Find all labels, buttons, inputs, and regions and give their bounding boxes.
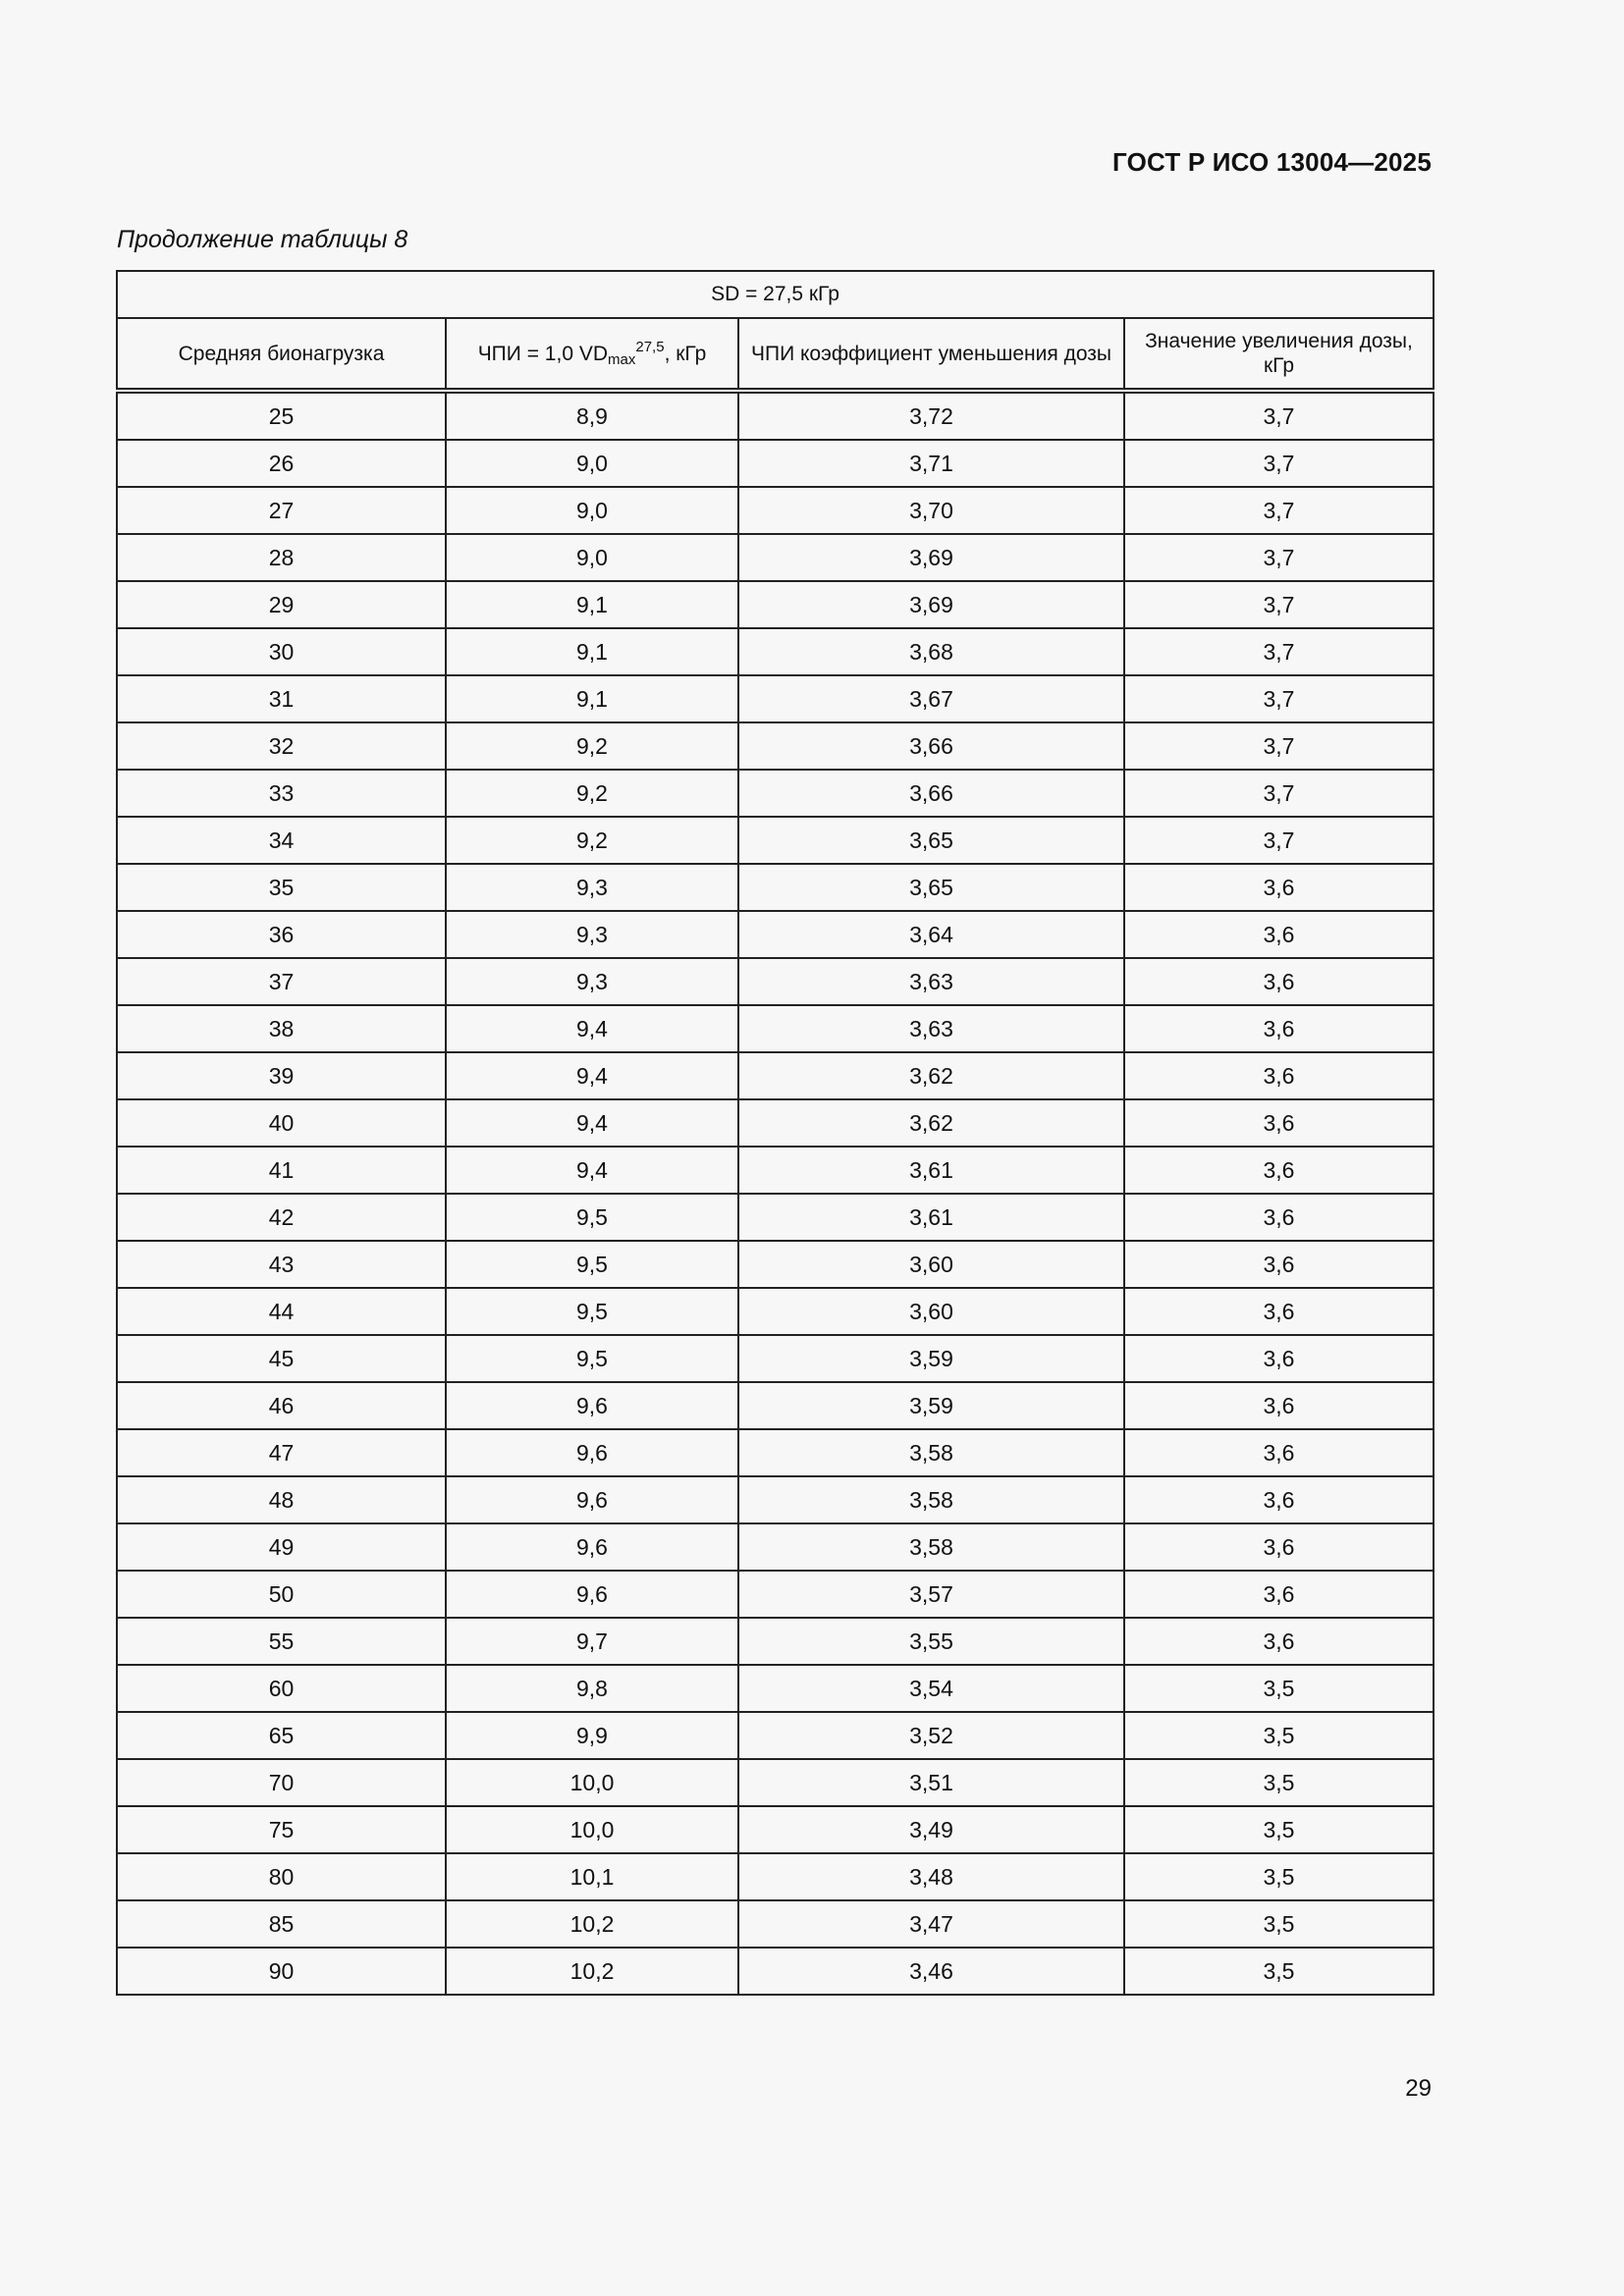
cell-chpi: 9,8 (446, 1665, 738, 1712)
cell-bioburden: 90 (117, 1948, 446, 1995)
cell-chpi: 10,2 (446, 1900, 738, 1948)
cell-chpi: 9,4 (446, 1099, 738, 1147)
cell-dose-increase: 3,5 (1124, 1759, 1434, 1806)
table-row (117, 1900, 1434, 1948)
cell-chpi: 9,3 (446, 911, 738, 958)
cell-chpi: 9,1 (446, 675, 738, 722)
column-header-dose-increase: Значение увеличения дозы, кГр (1124, 318, 1434, 391)
table-row (117, 628, 1434, 675)
cell-reduction-factor: 3,68 (738, 628, 1124, 675)
cell-chpi: 8,9 (446, 391, 738, 440)
cell-reduction-factor: 3,58 (738, 1523, 1124, 1571)
table-row (117, 770, 1434, 817)
cell-reduction-factor: 3,63 (738, 958, 1124, 1005)
table-row (117, 581, 1434, 628)
cell-bioburden: 49 (117, 1523, 446, 1571)
cell-dose-increase: 3,6 (1124, 1241, 1434, 1288)
table-row (117, 1476, 1434, 1523)
table-row (117, 1382, 1434, 1429)
cell-bioburden: 50 (117, 1571, 446, 1618)
cell-reduction-factor: 3,62 (738, 1099, 1124, 1147)
table-row (117, 817, 1434, 864)
cell-bioburden: 32 (117, 722, 446, 770)
cell-reduction-factor: 3,66 (738, 722, 1124, 770)
cell-chpi: 9,5 (446, 1194, 738, 1241)
cell-dose-increase: 3,5 (1124, 1712, 1434, 1759)
cell-dose-increase: 3,6 (1124, 1476, 1434, 1523)
cell-bioburden: 39 (117, 1052, 446, 1099)
cell-dose-increase: 3,7 (1124, 440, 1434, 487)
cell-bioburden: 37 (117, 958, 446, 1005)
table-caption: Продолжение таблицы 8 (117, 226, 408, 253)
cell-bioburden: 43 (117, 1241, 446, 1288)
data-table (116, 270, 1435, 1996)
column-header-reduction-factor: ЧПИ коэффициент уменьшения дозы (738, 318, 1124, 391)
cell-dose-increase: 3,6 (1124, 1147, 1434, 1194)
table-row (117, 958, 1434, 1005)
table-row (117, 675, 1434, 722)
table-row (117, 864, 1434, 911)
cell-reduction-factor: 3,67 (738, 675, 1124, 722)
cell-reduction-factor: 3,60 (738, 1288, 1124, 1335)
cell-reduction-factor: 3,65 (738, 864, 1124, 911)
cell-bioburden: 27 (117, 487, 446, 534)
cell-dose-increase: 3,6 (1124, 1571, 1434, 1618)
cell-chpi: 9,3 (446, 864, 738, 911)
page-number: 29 (1405, 2075, 1432, 2102)
cell-dose-increase: 3,5 (1124, 1665, 1434, 1712)
table-row (117, 1759, 1434, 1806)
cell-chpi: 10,2 (446, 1948, 738, 1995)
cell-chpi: 9,6 (446, 1429, 738, 1476)
cell-reduction-factor: 3,52 (738, 1712, 1124, 1759)
cell-reduction-factor: 3,61 (738, 1147, 1124, 1194)
cell-dose-increase: 3,6 (1124, 1288, 1434, 1335)
cell-reduction-factor: 3,48 (738, 1853, 1124, 1900)
cell-dose-increase: 3,6 (1124, 1618, 1434, 1665)
cell-chpi: 9,0 (446, 440, 738, 487)
cell-reduction-factor: 3,51 (738, 1759, 1124, 1806)
cell-chpi: 9,6 (446, 1476, 738, 1523)
cell-chpi: 9,5 (446, 1241, 738, 1288)
cell-reduction-factor: 3,61 (738, 1194, 1124, 1241)
cell-dose-increase: 3,7 (1124, 534, 1434, 581)
cell-bioburden: 40 (117, 1099, 446, 1147)
cell-bioburden: 29 (117, 581, 446, 628)
sd-title: SD = 27,5 кГр (117, 271, 1434, 318)
col2-prefix: ЧПИ = 1,0 VD (477, 343, 609, 365)
cell-bioburden: 30 (117, 628, 446, 675)
cell-chpi: 9,1 (446, 628, 738, 675)
cell-dose-increase: 3,7 (1124, 722, 1434, 770)
document-code: ГОСТ Р ИСО 13004—2025 (1111, 147, 1432, 177)
cell-chpi: 10,1 (446, 1853, 738, 1900)
cell-chpi: 9,3 (446, 958, 738, 1005)
cell-chpi: 9,0 (446, 487, 738, 534)
cell-dose-increase: 3,7 (1124, 581, 1434, 628)
cell-reduction-factor: 3,60 (738, 1241, 1124, 1288)
cell-chpi: 10,0 (446, 1759, 738, 1806)
cell-chpi: 9,6 (446, 1382, 738, 1429)
cell-bioburden: 44 (117, 1288, 446, 1335)
cell-dose-increase: 3,6 (1124, 1005, 1434, 1052)
table-row (117, 1948, 1434, 1995)
cell-bioburden: 35 (117, 864, 446, 911)
cell-dose-increase: 3,6 (1124, 864, 1434, 911)
cell-dose-increase: 3,6 (1124, 1382, 1434, 1429)
cell-dose-increase: 3,5 (1124, 1900, 1434, 1948)
cell-dose-increase: 3,7 (1124, 817, 1434, 864)
cell-chpi: 9,2 (446, 722, 738, 770)
table-row (117, 1665, 1434, 1712)
table-row (117, 391, 1434, 440)
table-row (117, 1052, 1434, 1099)
table-row (117, 911, 1434, 958)
cell-bioburden: 46 (117, 1382, 446, 1429)
col2-suffix: , кГр (664, 343, 707, 365)
cell-bioburden: 31 (117, 675, 446, 722)
cell-reduction-factor: 3,63 (738, 1005, 1124, 1052)
table-row (117, 1005, 1434, 1052)
cell-reduction-factor: 3,59 (738, 1382, 1124, 1429)
table-row (117, 1618, 1434, 1665)
table-row (117, 1147, 1434, 1194)
cell-bioburden: 60 (117, 1665, 446, 1712)
cell-bioburden: 26 (117, 440, 446, 487)
cell-chpi: 9,6 (446, 1523, 738, 1571)
cell-chpi: 9,5 (446, 1288, 738, 1335)
cell-reduction-factor: 3,49 (738, 1806, 1124, 1853)
cell-bioburden: 41 (117, 1147, 446, 1194)
table-row (117, 1523, 1434, 1571)
cell-dose-increase: 3,5 (1124, 1853, 1434, 1900)
column-header-row (117, 318, 1434, 391)
cell-chpi: 10,0 (446, 1806, 738, 1853)
cell-bioburden: 48 (117, 1476, 446, 1523)
cell-reduction-factor: 3,55 (738, 1618, 1124, 1665)
cell-dose-increase: 3,6 (1124, 1194, 1434, 1241)
cell-dose-increase: 3,6 (1124, 1099, 1434, 1147)
cell-dose-increase: 3,7 (1124, 487, 1434, 534)
cell-reduction-factor: 3,70 (738, 487, 1124, 534)
cell-bioburden: 55 (117, 1618, 446, 1665)
cell-reduction-factor: 3,72 (738, 391, 1124, 440)
cell-bioburden: 25 (117, 391, 446, 440)
cell-dose-increase: 3,7 (1124, 770, 1434, 817)
cell-bioburden: 28 (117, 534, 446, 581)
cell-dose-increase: 3,7 (1124, 391, 1434, 440)
cell-bioburden: 70 (117, 1759, 446, 1806)
cell-reduction-factor: 3,46 (738, 1948, 1124, 1995)
col2-superscript: 27,5 (635, 339, 665, 355)
cell-dose-increase: 3,5 (1124, 1806, 1434, 1853)
table-row (117, 1806, 1434, 1853)
cell-dose-increase: 3,6 (1124, 911, 1434, 958)
cell-bioburden: 34 (117, 817, 446, 864)
cell-bioburden: 80 (117, 1853, 446, 1900)
cell-dose-increase: 3,6 (1124, 1523, 1434, 1571)
cell-reduction-factor: 3,71 (738, 440, 1124, 487)
cell-reduction-factor: 3,65 (738, 817, 1124, 864)
cell-bioburden: 65 (117, 1712, 446, 1759)
cell-bioburden: 47 (117, 1429, 446, 1476)
table-row (117, 1288, 1434, 1335)
cell-reduction-factor: 3,58 (738, 1476, 1124, 1523)
sd-title-row (117, 271, 1434, 318)
table-row (117, 1241, 1434, 1288)
cell-reduction-factor: 3,64 (738, 911, 1124, 958)
cell-bioburden: 45 (117, 1335, 446, 1382)
col2-subscript: max (608, 351, 636, 368)
cell-bioburden: 33 (117, 770, 446, 817)
table-row (117, 1429, 1434, 1476)
table-body (117, 391, 1434, 1995)
table-row (117, 487, 1434, 534)
table-row (117, 440, 1434, 487)
cell-chpi: 9,4 (446, 1147, 738, 1194)
cell-reduction-factor: 3,62 (738, 1052, 1124, 1099)
table-row (117, 1571, 1434, 1618)
table-row (117, 534, 1434, 581)
cell-chpi: 9,2 (446, 770, 738, 817)
cell-chpi: 9,6 (446, 1571, 738, 1618)
table-row (117, 1712, 1434, 1759)
cell-bioburden: 85 (117, 1900, 446, 1948)
cell-reduction-factor: 3,54 (738, 1665, 1124, 1712)
cell-chpi: 9,5 (446, 1335, 738, 1382)
cell-dose-increase: 3,7 (1124, 675, 1434, 722)
cell-bioburden: 75 (117, 1806, 446, 1853)
table-row (117, 722, 1434, 770)
cell-bioburden: 42 (117, 1194, 446, 1241)
cell-chpi: 9,7 (446, 1618, 738, 1665)
cell-dose-increase: 3,5 (1124, 1948, 1434, 1995)
cell-reduction-factor: 3,59 (738, 1335, 1124, 1382)
cell-bioburden: 38 (117, 1005, 446, 1052)
column-header-bioburden: Средняя бионагрузка (117, 318, 446, 391)
table-row (117, 1853, 1434, 1900)
cell-chpi: 9,2 (446, 817, 738, 864)
column-header-chpi (446, 318, 738, 391)
cell-dose-increase: 3,6 (1124, 1335, 1434, 1382)
cell-dose-increase: 3,7 (1124, 628, 1434, 675)
cell-reduction-factor: 3,47 (738, 1900, 1124, 1948)
cell-chpi: 9,4 (446, 1052, 738, 1099)
cell-reduction-factor: 3,69 (738, 581, 1124, 628)
cell-dose-increase: 3,6 (1124, 1052, 1434, 1099)
cell-chpi: 9,4 (446, 1005, 738, 1052)
cell-chpi: 9,0 (446, 534, 738, 581)
cell-dose-increase: 3,6 (1124, 958, 1434, 1005)
cell-reduction-factor: 3,58 (738, 1429, 1124, 1476)
table-row (117, 1335, 1434, 1382)
table-row (117, 1099, 1434, 1147)
table-row (117, 1194, 1434, 1241)
cell-reduction-factor: 3,57 (738, 1571, 1124, 1618)
cell-chpi: 9,1 (446, 581, 738, 628)
cell-reduction-factor: 3,66 (738, 770, 1124, 817)
cell-bioburden: 36 (117, 911, 446, 958)
cell-chpi: 9,9 (446, 1712, 738, 1759)
cell-reduction-factor: 3,69 (738, 534, 1124, 581)
cell-dose-increase: 3,6 (1124, 1429, 1434, 1476)
